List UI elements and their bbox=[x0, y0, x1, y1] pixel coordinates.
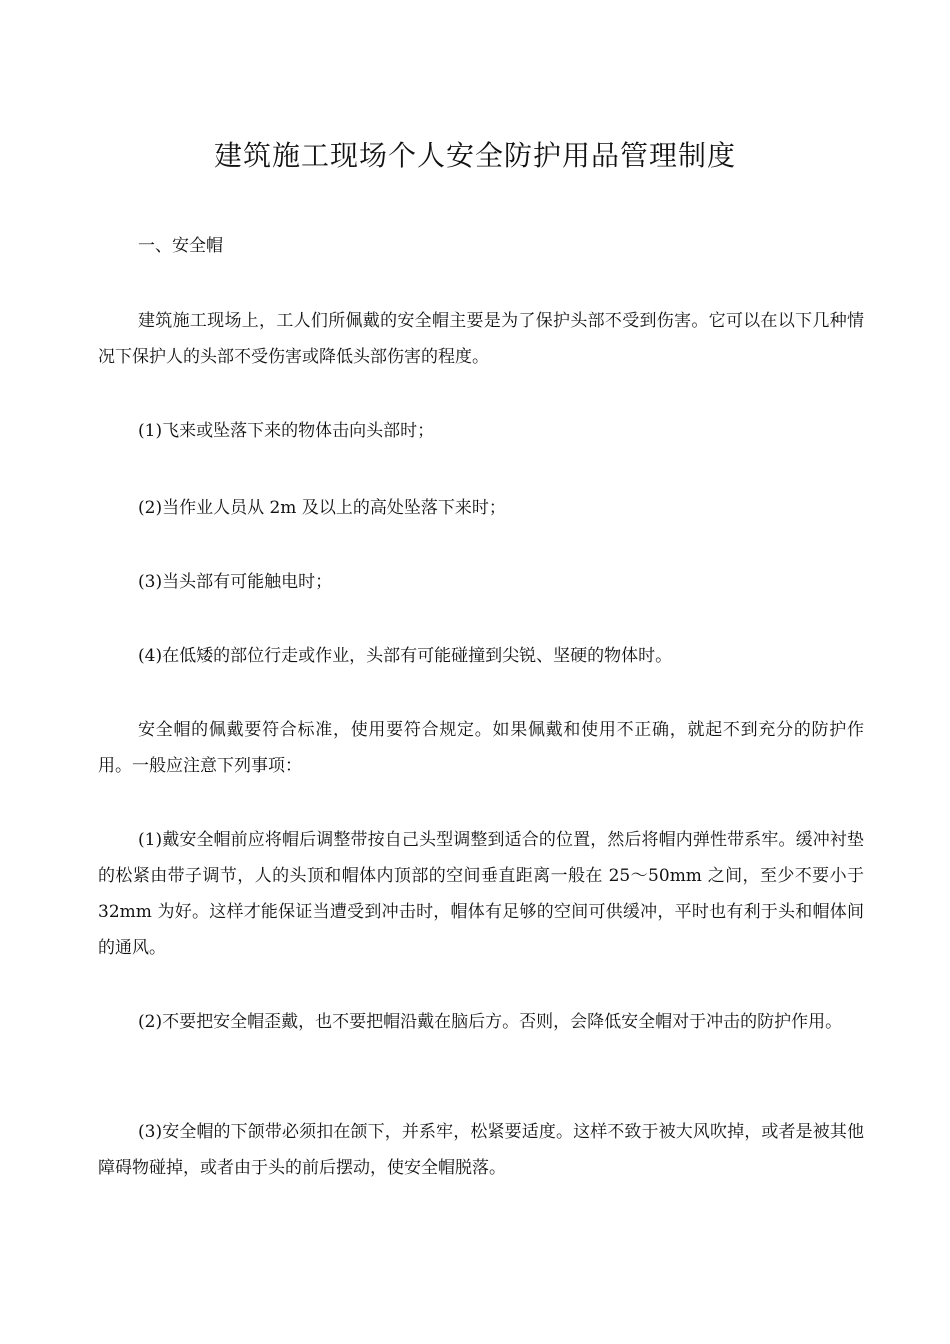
notes-intro-paragraph: 安全帽的佩戴要符合标准，使用要符合规定。如果佩戴和使用不正确，就起不到充分的防护作用。一般应注意下列事项： bbox=[98, 720, 864, 776]
document-title: 建筑施工现场个人安全防护用品管理制度 bbox=[213, 139, 736, 172]
case-item-4: (4)在低矮的部位行走或作业，头部有可能碰撞到尖锐、坚硬的物体时。 bbox=[138, 646, 673, 666]
case-item-1: (1)飞来或坠落下来的物体击向头部时； bbox=[138, 421, 435, 441]
note-item-3: (3)安全帽的下颌带必须扣在颌下，并系牢，松紧要适度。这样不致于被大风吹掉，或者是被其他障碍物碰掉，或者由于头的前后摆动，使安全帽脱落。 bbox=[98, 1122, 864, 1178]
section-heading: 一、安全帽 bbox=[138, 236, 223, 256]
case-item-2: (2)当作业人员从 2m 及以上的高处坠落下来时； bbox=[138, 498, 506, 518]
note-item-2: (2)不要把安全帽歪戴，也不要把帽沿戴在脑后方。否则，会降低安全帽对于冲击的防护作用。 bbox=[138, 1012, 843, 1032]
intro-paragraph: 建筑施工现场上，工人们所佩戴的安全帽主要是为了保护头部不受到伤害。它可以在以下几种情况下保护人的头部不受伤害或降低头部伤害的程度。 bbox=[98, 311, 864, 367]
case-item-3: (3)当头部有可能触电时； bbox=[138, 572, 333, 592]
note-item-1: (1)戴安全帽前应将帽后调整带按自己头型调整到适合的位置，然后将帽内弹性带系牢。缓冲衬垫的松紧由带子调节，人的头顶和帽体内顶部的空间垂直距离一般在 25～50mm 之间，至少不要小于 32mm 为好。这样才能保证当遭受到冲击时，帽体有足够的空间可供缓冲，平时也有利于头和帽体间的通风。 bbox=[98, 830, 864, 958]
